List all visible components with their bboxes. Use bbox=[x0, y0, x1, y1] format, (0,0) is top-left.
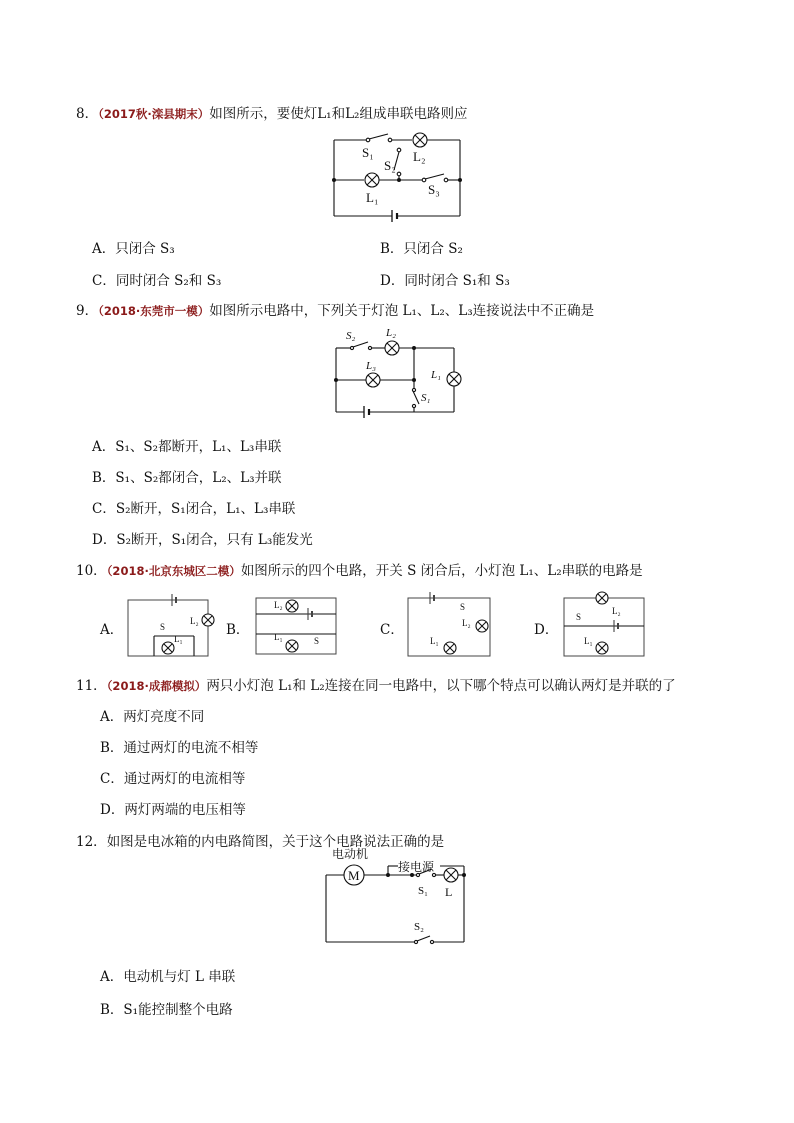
q12-option-b: B．S₁能控制整个电路 bbox=[100, 1002, 233, 1018]
q8-stem-line bbox=[76, 102, 467, 122]
q12-option-a: A．电动机与灯 L 串联 bbox=[100, 969, 236, 985]
q12-fig-lamp: L bbox=[445, 885, 453, 899]
q9-fig-l2: L₂ bbox=[386, 327, 396, 339]
q11-stem-line bbox=[76, 674, 676, 694]
q10-label-c: C． bbox=[380, 622, 404, 638]
q10b-l1: L₁ bbox=[274, 632, 283, 642]
q9-stem: 如图所示电路中，下列关于灯泡 L₁、L₂、L₃连接说法中不正确是 bbox=[209, 303, 595, 319]
q10-source: （2018·北京东城区二模） bbox=[106, 564, 241, 578]
q9-fig-l3: L₃ bbox=[366, 360, 376, 372]
q10a-l1: L₁ bbox=[174, 634, 183, 644]
q11-option-c: C．通过两灯的电流相等 bbox=[100, 771, 246, 787]
q10-label-b: B． bbox=[226, 622, 250, 638]
q10-label-a: A． bbox=[100, 622, 124, 638]
q8-option-d: D．同时闭合 S₁和 S₃ bbox=[380, 273, 510, 289]
q9-circuit-diagram bbox=[330, 328, 460, 422]
q12-fig-motor: M bbox=[348, 868, 360, 883]
q10c-s: S bbox=[460, 602, 466, 612]
q10a-s: S bbox=[160, 622, 166, 632]
q9-stem-line bbox=[76, 299, 594, 319]
q8-option-b: B．只闭合 S₂ bbox=[380, 241, 463, 257]
q10c-l2: L₂ bbox=[462, 618, 471, 628]
q8-fig-l1: L₁ bbox=[366, 190, 379, 205]
q11-stem: 两只小灯泡 L₁和 L₂连接在同一电路中，以下哪个特点可以确认两灯是并联的了 bbox=[206, 678, 676, 694]
q11-option-b: B．通过两灯的电流不相等 bbox=[100, 740, 259, 756]
q10a-l2: L₂ bbox=[190, 616, 199, 626]
q9-option-b: B．S₁、S₂都闭合，L₂、L₃并联 bbox=[92, 470, 282, 486]
q10-stem-line bbox=[76, 559, 643, 579]
q9-option-c: C．S₂断开，S₁闭合，L₁、L₃串联 bbox=[92, 501, 296, 517]
q8-source: （2017秋·滦县期末） bbox=[98, 107, 210, 121]
q10-circuit-b bbox=[252, 592, 342, 660]
q10-number: 10． bbox=[76, 563, 107, 579]
q9-option-d: D．S₂断开，S₁闭合，只有 L₃能发光 bbox=[92, 532, 313, 548]
q9-number: 9． bbox=[76, 303, 99, 319]
q10-stem: 如图所示的四个电路，开关 S 闭合后，小灯泡 L₁、L₂串联的电路是 bbox=[240, 563, 643, 579]
q12-fig-s2: S₂ bbox=[414, 921, 424, 933]
q12-fig-power: 接电源 bbox=[398, 860, 435, 874]
q9-fig-l1: L₁ bbox=[431, 369, 441, 381]
q12-fig-motor-label: 电动机 bbox=[332, 847, 369, 861]
q9-option-a: A．S₁、S₂都断开，L₁、L₃串联 bbox=[92, 439, 282, 455]
q11-number: 11． bbox=[76, 678, 107, 694]
q11-option-d: D．两灯两端的电压相等 bbox=[100, 802, 246, 818]
q8-circuit-diagram bbox=[330, 130, 466, 222]
q10b-s: S bbox=[314, 636, 320, 646]
q11-source: （2018·成都模拟） bbox=[106, 679, 207, 693]
q12-circuit-diagram bbox=[322, 847, 472, 946]
q10c-l1: L₁ bbox=[430, 636, 439, 646]
q8-fig-l2: L₂ bbox=[413, 149, 426, 164]
q10-label-d: D． bbox=[534, 622, 559, 638]
q10b-l2: L₂ bbox=[274, 600, 283, 610]
q10d-s: S bbox=[576, 612, 582, 622]
q8-fig-s3: S₃ bbox=[428, 182, 440, 197]
q9-source: （2018·东莞市一模） bbox=[98, 304, 210, 318]
q10-circuit-d bbox=[560, 590, 650, 662]
q9-fig-s1: S₁ bbox=[421, 392, 431, 404]
q11-option-a: A．两灯亮度不同 bbox=[100, 709, 205, 725]
q10d-l2: L₂ bbox=[612, 606, 621, 616]
q8-fig-s2: S₂ bbox=[384, 158, 396, 173]
q12-stem-line bbox=[76, 830, 444, 850]
q9-fig-s2: S₂ bbox=[346, 330, 356, 342]
q12-number: 12． bbox=[76, 834, 107, 850]
q8-option-c: C．同时闭合 S₂和 S₃ bbox=[92, 273, 222, 289]
q8-fig-s1: S₁ bbox=[362, 145, 374, 160]
q12-stem: 如图是电冰箱的内电路简图，关于这个电路说法正确的是 bbox=[106, 834, 445, 850]
q8-stem: 如图所示，要使灯L₁和L₂组成串联电路则应 bbox=[209, 106, 468, 122]
q10-circuit-c bbox=[404, 590, 496, 662]
q12-fig-s1: S₁ bbox=[418, 885, 428, 897]
q10-circuit-a bbox=[124, 592, 216, 660]
q10d-l1: L₁ bbox=[584, 636, 593, 646]
q8-option-a: A．只闭合 S₃ bbox=[92, 241, 175, 257]
q8-number: 8． bbox=[76, 106, 99, 122]
